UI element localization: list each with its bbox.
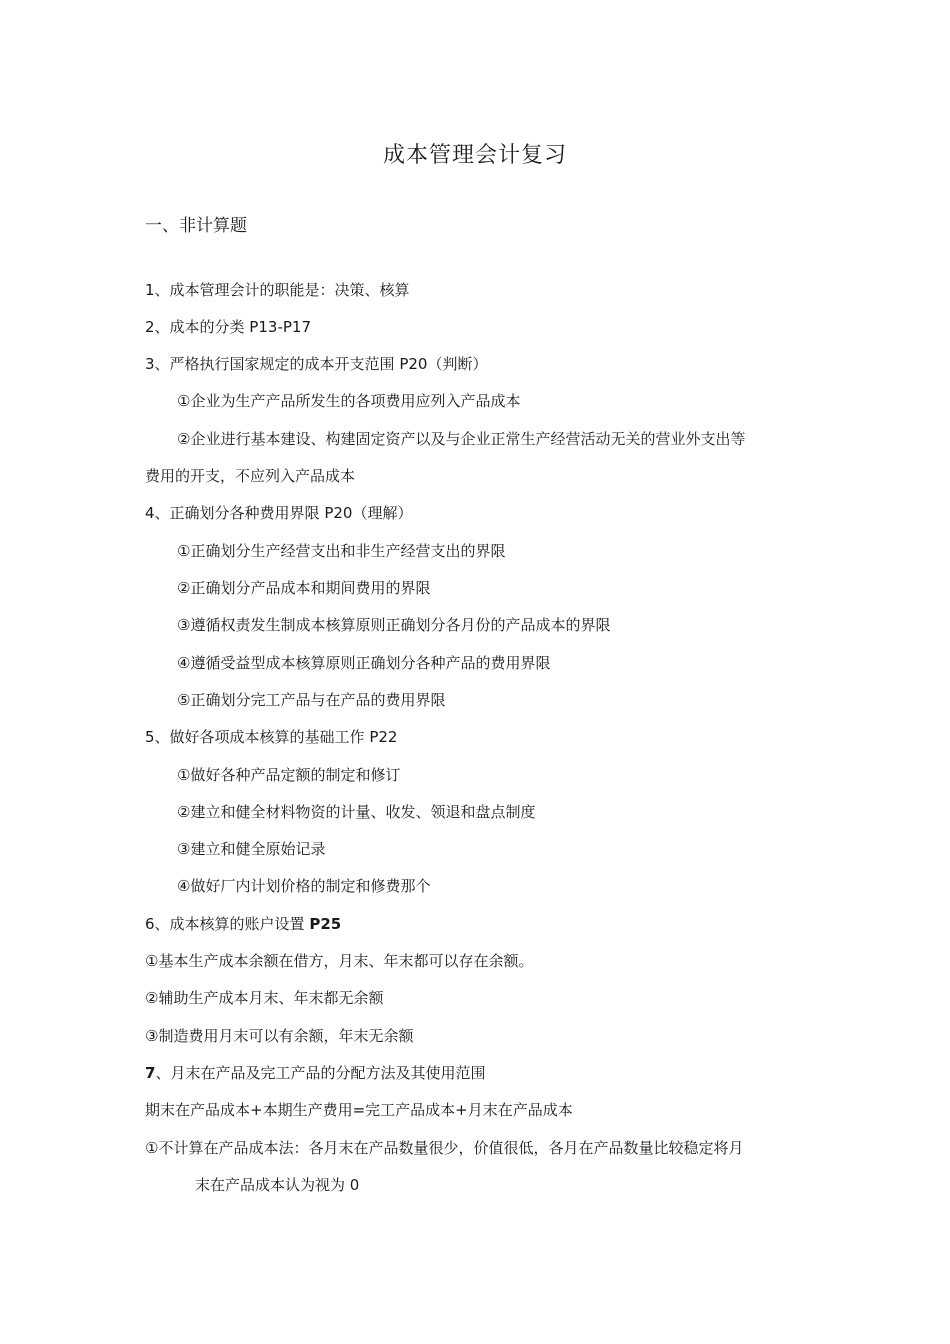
text-line: ②建立和健全材料物资的计量、收发、领退和盘点制度 [177,803,536,821]
document-title: 成本管理会计复习 [382,143,567,168]
item-number: 7 [145,1064,156,1082]
text-line: ⑤正确划分完工产品与在产品的费用界限 [177,691,446,709]
section-heading: 一、非计算题 [145,216,247,236]
text-segment: 6、成本核算的账户设置 [145,915,305,933]
text-line: ③遵循权责发生制成本核算原则正确划分各月份的产品成本的界限 [177,616,611,634]
text-line: 期末在产品成本+本期生产费用=完工产品成本+月末在产品成本 [145,1101,573,1119]
page-reference: P25 [309,915,342,933]
text-line: ①正确划分生产经营支出和非生产经营支出的界限 [177,542,506,560]
text-line: ①做好各种产品定额的制定和修订 [177,766,401,784]
text-line [145,1061,485,1085]
text-line: 3、严格执行国家规定的成本开支范围 P20（判断） [145,355,488,373]
text-line: ③建立和健全原始记录 [177,840,326,858]
text-line: 费用的开支，不应列入产品成本 [145,467,356,485]
text-line: ④做好厂内计划价格的制定和修费那个 [177,877,431,895]
text-line: ①企业为生产产品所发生的各项费用应列入产品成本 [177,392,521,410]
text-line: ③制造费用月末可以有余额，年末无余额 [145,1027,414,1045]
text-line: ②正确划分产品成本和期间费用的界限 [177,579,431,597]
text-line: ②企业进行基本建设、构建固定资产以及与企业正常生产经营活动无关的营业外支出等 [177,430,746,448]
text-line: 5、做好各项成本核算的基础工作 P22 [145,728,398,746]
text-line: 2、成本的分类 P13-P17 [145,318,311,336]
text-line: ①基本生产成本余额在借方，月末、年末都可以存在余额。 [145,952,534,970]
text-line: ②辅助生产成本月末、年末都无余额 [145,989,384,1007]
text-line: ①不计算在产品成本法：各月末在产品数量很少，价值很低，各月在产品数量比较稳定将月 [145,1139,744,1157]
text-line: 1、成本管理会计的职能是：决策、核算 [145,281,410,299]
text-line [145,912,341,936]
text-line: 4、正确划分各种费用界限 P20（理解） [145,504,413,522]
text-segment: 、月末在产品及完工产品的分配方法及其使用范围 [155,1064,486,1082]
text-line: ④遵循受益型成本核算原则正确划分各种产品的费用界限 [177,654,551,672]
text-line: 末在产品成本认为视为 0 [195,1176,360,1194]
